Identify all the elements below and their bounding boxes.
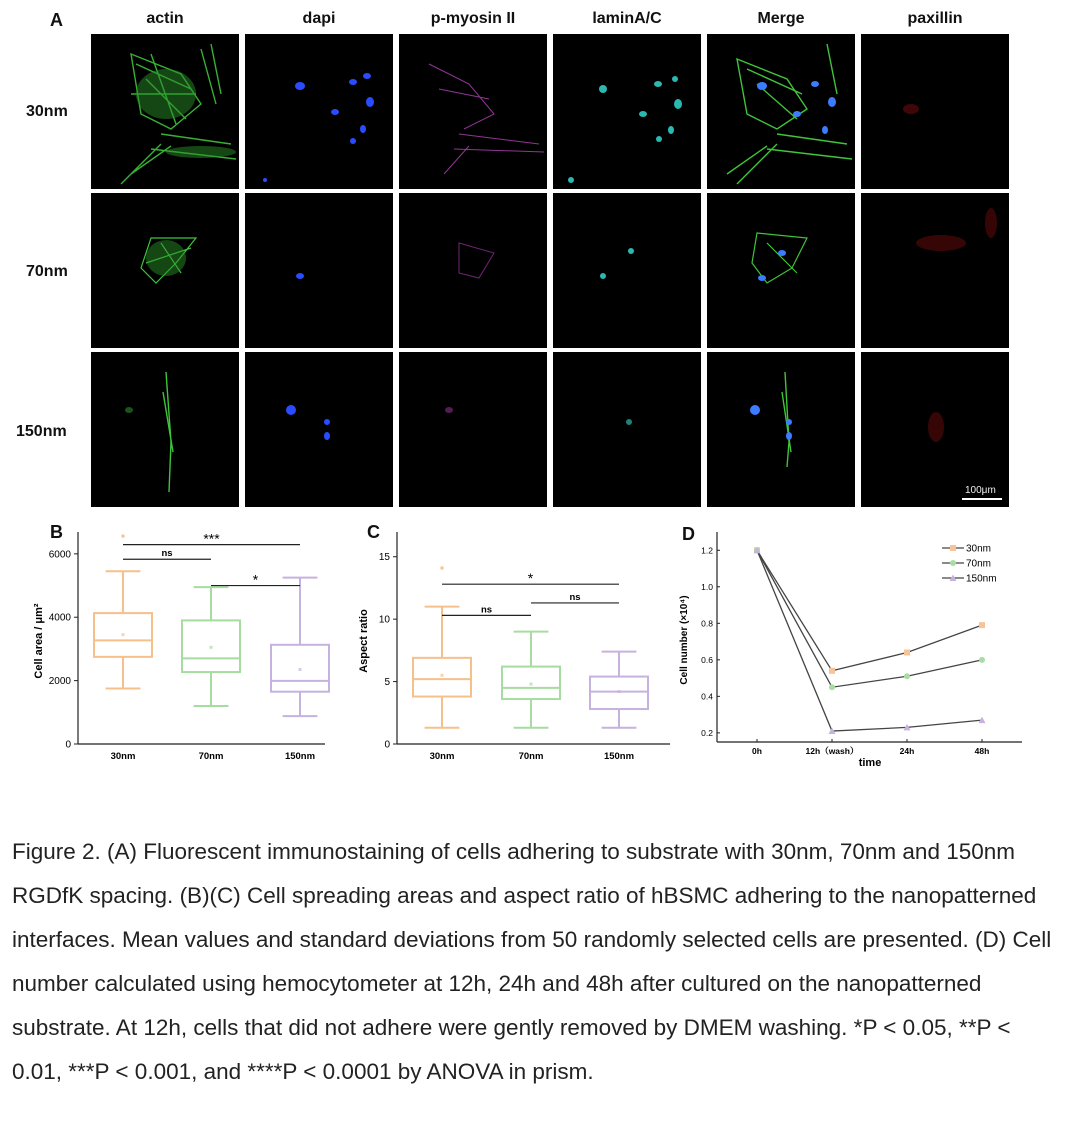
micrograph-70nm-lamin [553,193,701,348]
micrograph-150nm-dapi [245,352,393,507]
micrograph-150nm-merge [707,352,855,507]
scale-bar-label: 100μm [965,485,996,496]
chart-d-legend-label: 70nm [966,558,992,570]
chart-b-y-tick-label: 0 [65,739,71,751]
chart-c-outlier [441,566,444,569]
chart-c-aspect-ratio [355,520,675,770]
chart-c-sig-label: ns [569,591,581,603]
chart-c-y-label: Aspect ratio [358,609,370,673]
panel-b-letter: B [50,522,63,542]
chart-d-point-70nm [904,673,910,679]
row-label-70nm: 70nm [26,263,68,280]
micrograph-30nm-dapi [245,34,393,189]
row-label-150nm: 150nm [16,423,67,440]
chart-c-x-tick-label: 70nm [518,751,544,762]
column-label-actin: actin [146,10,184,27]
chart-d-legend-label: 150nm [966,573,997,585]
chart-d-x-tick-label: 24h [899,746,915,756]
chart-b-y-tick-label: 6000 [48,549,71,561]
chart-b-x-tick-label: 70nm [198,751,224,762]
chart-d-x-tick-label: 12h（wash） [805,746,859,756]
chart-b-cell-area [30,520,350,770]
micrograph-150nm-paxillin [861,352,1009,507]
micrograph-70nm-merge [707,193,855,348]
chart-c-x-tick-label: 30nm [429,751,455,762]
micrograph-70nm-paxillin [861,193,1009,348]
chart-b-svg [30,520,350,770]
panel-d-letter: D [682,524,695,544]
chart-b-mean-marker [210,646,213,649]
chart-b-x-tick-label: 150nm [284,751,316,762]
chart-b-mean-marker [122,633,125,636]
column-label-pmyosin: p-myosin II [430,10,516,27]
chart-b-y-label: Cell area / μm² [33,603,45,679]
chart-b-mean-marker [299,668,302,671]
chart-c-box [413,658,471,697]
chart-d-point-30nm [979,622,985,628]
chart-c-sig-label: ns [480,604,493,616]
chart-d-y-tick-label: 0.8 [701,618,713,629]
chart-d-x-tick-label: 48h [974,746,990,756]
chart-d-legend-marker [950,545,956,551]
chart-b-outlier [122,535,125,538]
micrograph-70nm-pmyosin [399,193,547,348]
chart-b-y-tick-label: 4000 [48,612,71,624]
chart-d-legend-marker [950,560,956,566]
micrograph-150nm-pmyosin [399,352,547,507]
row-label-30nm: 30nm [26,103,68,120]
column-label-dapi: dapi [302,10,336,27]
chart-d-y-tick-label: 1.0 [701,581,713,592]
chart-d-cell-number [672,520,1042,780]
column-label-paxillin: paxillin [907,10,963,27]
chart-d-point-70nm [979,657,985,663]
chart-d-series-line-70nm [757,550,982,687]
chart-c-mean-marker [618,690,621,693]
micrograph-30nm-pmyosin [399,34,547,189]
chart-b-sig-label: ns [161,548,173,560]
micrograph-30nm-paxillin [861,34,1009,189]
column-label-merge: Merge [757,10,805,27]
chart-d-point-30nm [829,668,835,674]
chart-c-mean-marker [441,674,444,677]
chart-b-sig-label: *** [203,530,220,547]
chart-c-x-tick-label: 150nm [603,751,635,762]
chart-d-y-tick-label: 0.4 [701,691,713,702]
chart-b-sig-label: * [252,571,259,588]
figure-caption: Figure 2. (A) Fluorescent immunostaining of cells adhering to substrate with 30nm, 70nm and 150nm RGDfK spacing. (B)(C) Cell spreading areas and aspect ratio of hBSMC adhering to the nanopatterned interfaces. Mean values and standard deviations from 50 randomly selected cells are presented. (D) Cell number calculated using hemocytometer at 12h, 24h and 48h after cultured on the nanopatterned substrate. At 12h, cells that did not adhere were gently removed by DMEM washing. *P < 0.05, **P < 0.01, ***P < 0.001, and ****P < 0.0001 by ANOVA in prism. [12,839,1052,1084]
chart-d-y-tick-label: 1.2 [701,545,713,556]
chart-c-y-tick-label: 15 [378,552,390,564]
chart-c-svg [355,520,675,770]
chart-d-x-label: time [858,757,882,769]
panel-a-micrographs [0,0,1080,510]
chart-c-sig-label: * [527,570,534,587]
micrograph-70nm-dapi [245,193,393,348]
panel-c-letter: C [367,522,380,542]
chart-c-y-tick-label: 0 [384,739,390,751]
micrograph-150nm-actin [91,352,239,507]
chart-b-x-tick-label: 30nm [110,751,136,762]
chart-d-y-label: Cell number (×10⁴) [679,595,690,685]
micrograph-30nm-lamin [553,34,701,189]
micrograph-30nm-actin [91,34,239,189]
chart-d-legend-label: 30nm [966,543,992,555]
chart-b-y-tick-label: 2000 [48,676,71,688]
chart-d-y-tick-label: 0.2 [701,727,713,738]
chart-d-series-line-30nm [757,550,982,671]
chart-d-x-tick-label: 0h [752,746,762,756]
micrograph-30nm-merge [707,34,855,189]
chart-c-y-tick-label: 10 [378,614,390,626]
chart-d-svg [672,520,1042,780]
scale-bar [962,498,1002,500]
chart-c-y-tick-label: 5 [384,677,390,689]
micrograph-150nm-lamin [553,352,701,507]
chart-d-point-70nm [829,684,835,690]
micrograph-70nm-actin [91,193,239,348]
chart-c-mean-marker [530,683,533,686]
chart-d-y-tick-label: 0.6 [701,654,713,665]
chart-d-point-30nm [904,650,910,656]
column-label-lamin: laminA/C [592,10,662,27]
panel-a-letter: A [50,10,63,30]
